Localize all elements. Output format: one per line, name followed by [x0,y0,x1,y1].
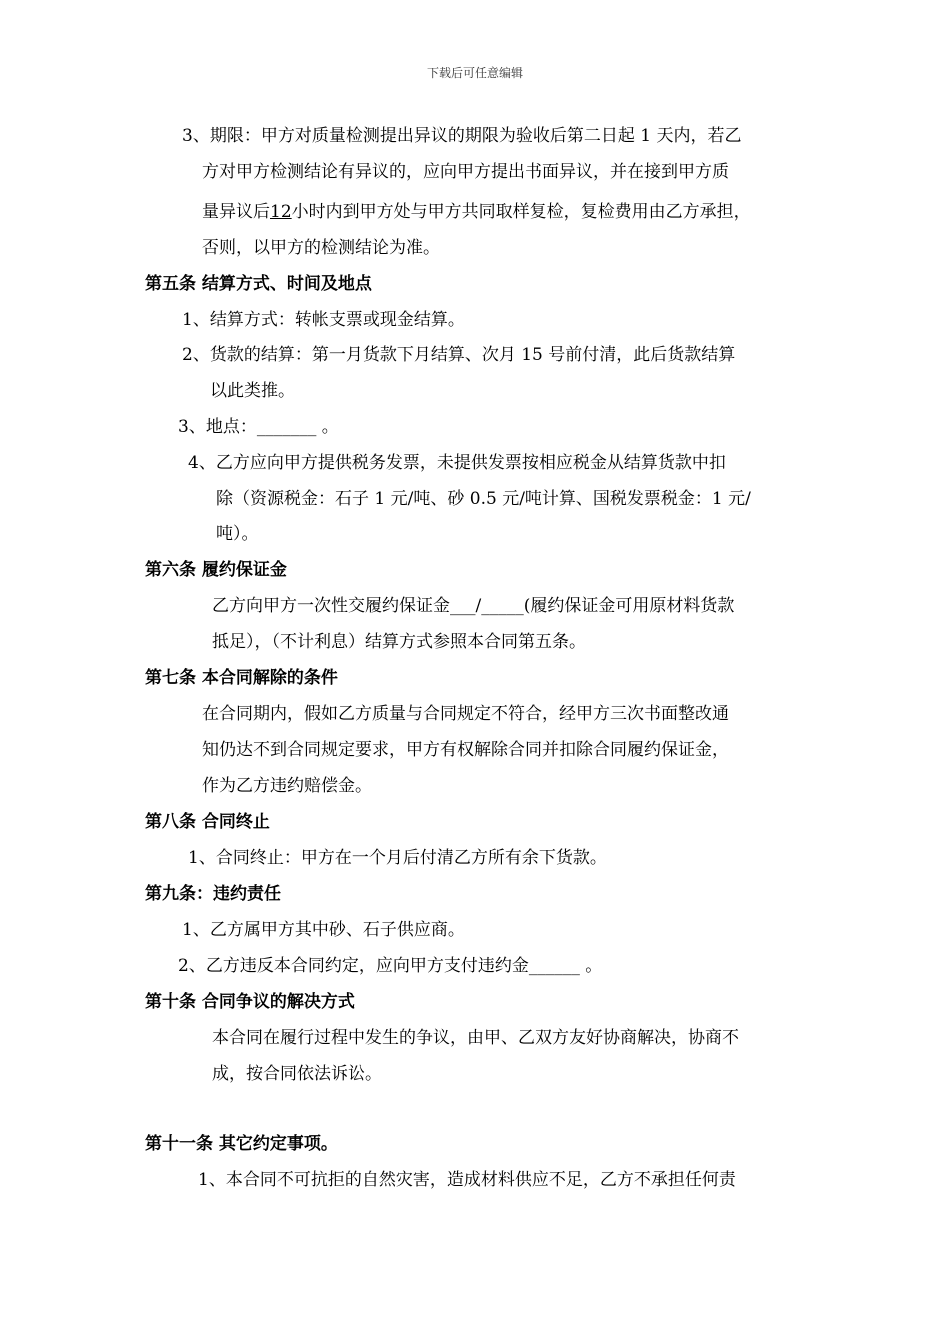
clause-8-1: 1、合同终止：甲方在一个月后付清乙方所有余下货款。 [188,848,607,868]
hours-value: 12 [270,202,292,222]
location-blank: _______ [256,417,317,437]
clause-5-1: 1、结算方式：转帐支票或现金结算。 [182,310,465,330]
text-segment: 乙方向甲方一次性交履约保证金 [212,596,450,616]
clause-5-4-line1: 4、乙方应向甲方提供税务发票，未提供发票按相应税金从结算货款中扣 [188,453,726,473]
clause-6-line1 [212,594,734,618]
penalty-blank: ______ [528,956,580,976]
article-10-heading: 第十条 合同争议的解决方式 [145,992,355,1012]
clause-5-2-line2: 以此类推。 [210,381,295,401]
article-6-heading: 第六条 履约保证金 [145,560,287,580]
clause-4-3-line1: 3、期限：甲方对质量检测提出异议的期限为验收后第二日起 1 天内，若乙 [182,126,742,146]
clause-5-3 [178,415,339,439]
clause-7-line3: 作为乙方违约赔偿金。 [202,776,372,796]
text-segment: 3、地点： [178,417,257,437]
text-segment: (履约保证金可用原材料货款 [523,596,735,616]
clause-11-1: 1、本合同不可抗拒的自然灾害，造成材料供应不足，乙方不承担任何责 [198,1170,736,1190]
clause-4-3-line2: 方对甲方检测结论有异议的，应向甲方提出书面异议，并在接到甲方质 [202,162,729,182]
article-7-heading: 第七条 本合同解除的条件 [145,668,338,688]
clause-9-2 [178,954,602,978]
text-segment: 2、乙方违反本合同约定，应向甲方支付违约金 [178,956,529,976]
clause-5-4-line2: 除（资源税金：石子 1 元/吨、砂 0.5 元/吨计算、国税发票税金：1 元/ [216,489,751,509]
clause-5-4-line3: 吨）。 [216,524,259,544]
clause-10-line1: 本合同在履行过程中发生的争议，由甲、乙双方友好协商解决，协商不 [212,1028,739,1048]
clause-4-3-line3 [202,200,751,224]
text-segment: 量异议后 [202,202,270,222]
clause-6-line2: 抵足），（不计利息）结算方式参照本合同第五条。 [212,632,586,652]
text-segment: 小时内到甲方处与甲方共同取样复检，复检费用由乙方承担， [291,202,751,222]
page-header: 下载后可任意编辑 [426,66,523,80]
clause-9-1: 1、乙方属甲方其中砂、石子供应商。 [182,920,465,940]
article-8-heading: 第八条 合同终止 [145,812,270,832]
clause-7-line2: 知仍达不到合同规定要求，甲方有权解除合同并扣除合同履约保证金， [202,740,729,760]
article-11-heading: 第十一条 其它约定事项。 [145,1134,338,1154]
text-segment: 。 [316,417,339,437]
article-5-heading: 第五条 结算方式、时间及地点 [145,274,372,294]
clause-7-line1: 在合同期内，假如乙方质量与合同规定不符合，经甲方三次书面整改通 [202,704,729,724]
deposit-blank: ___/_____ [450,596,524,616]
clause-10-line2: 成，按合同依法诉讼。 [212,1064,382,1084]
clause-4-3-line4: 否则，以甲方的检测结论为准。 [202,238,440,258]
article-9-heading: 第九条：违约责任 [145,884,281,904]
clause-5-2-line1: 2、货款的结算：第一月货款下月结算、次月 15 号前付清，此后货款结算 [182,345,736,365]
text-segment: 。 [579,956,603,976]
